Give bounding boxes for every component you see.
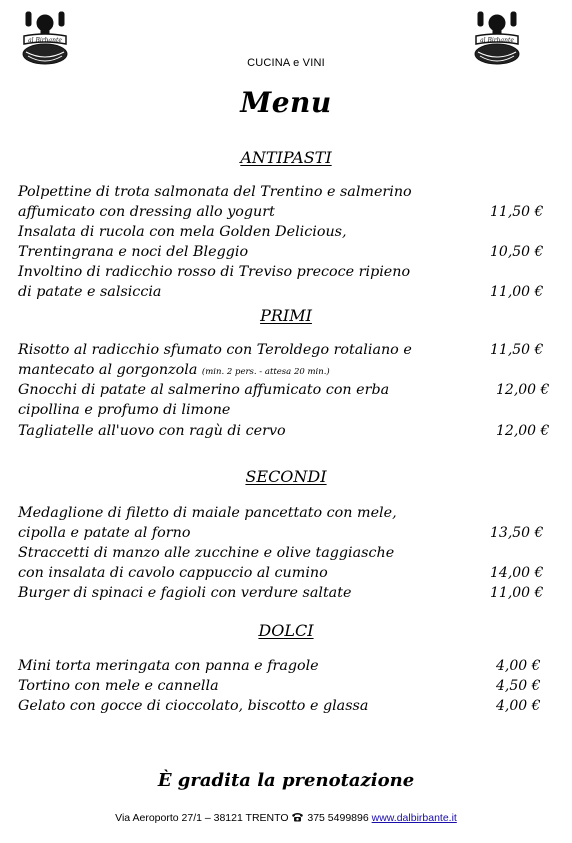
dish-price: 12,00 € (496, 382, 550, 398)
dish-item: Gelato con gocce di cioccolato, biscotto e glassa (18, 698, 369, 714)
dish-price: 4,50 € (496, 678, 541, 694)
dish-item: Mini torta meringata con panna e fragole (18, 658, 319, 674)
dish-price: 11,00 € (490, 284, 544, 300)
dish-note: (min. 2 pers. - attesa 20 min.) (201, 367, 330, 377)
dish-price: 13,50 € (490, 525, 544, 541)
website-link[interactable]: www.dalbirbante.it (371, 812, 457, 824)
dish-price: 4,00 € (496, 658, 541, 674)
telephone-icon (291, 812, 304, 822)
dish-item: Risotto al radicchio sfumato con Teroldego rotaliano e mantecato al gorgonzola (min. 2 pers. - attesa 20 min.) (18, 342, 412, 378)
reservation-note: È gradita la prenotazione (157, 770, 415, 791)
svg-text:al Birbante: al Birbante (480, 37, 514, 44)
dish-item: Tagliatelle all'uovo con ragù di cervo (18, 423, 286, 439)
section-title-primi: PRIMI (260, 306, 312, 325)
dish-price: 11,00 € (490, 585, 544, 601)
dish-item: Burger di spinaci e fagioli con verdure saltate (18, 585, 352, 601)
page-title: Menu (240, 86, 332, 119)
phone-number: 375 5499896 (307, 812, 369, 824)
dish-price: 11,50 € (490, 204, 544, 220)
svg-text:al Birbante: al Birbante (28, 37, 62, 44)
dish-item: Involtino di radicchio rosso di Treviso precoce ripieno di patate e salsiccia (18, 264, 411, 300)
contact-footer (0, 812, 572, 824)
section-title-antipasti: ANTIPASTI (240, 148, 332, 167)
dish-item: Polpettine di trota salmonata del Trentino e salmerino affumicato con dressing allo yogurt (18, 184, 412, 220)
restaurant-subtitle: CUCINA e VINI (247, 57, 325, 69)
dish-price: 10,50 € (490, 244, 544, 260)
dish-item: Gnocchi di patate al salmerino affumicato con erba cipollina e profumo di limone (18, 382, 390, 418)
dish-price: 11,50 € (490, 342, 544, 358)
dish-price: 14,00 € (490, 565, 544, 581)
dish-item: Medaglione di filetto di maiale pancettato con mele, cipolla e patate al forno (18, 505, 397, 541)
dish-item: Straccetti di manzo alle zucchine e olive taggiasche con insalata di cavolo cappuccio al cumino (18, 545, 395, 581)
dish-item: Tortino con mele e cannella (18, 678, 219, 694)
dish-item: Insalata di rucola con mela Golden Delicious, Trentingrana e noci del Bleggio (18, 224, 347, 260)
dish-price: 12,00 € (496, 423, 550, 439)
section-title-secondi: SECONDI (245, 467, 327, 486)
section-title-dolci: DOLCI (258, 621, 314, 640)
address-text: Via Aeroporto 27/1 – 38121 TRENTO (115, 812, 289, 824)
dish-price: 4,00 € (496, 698, 541, 714)
